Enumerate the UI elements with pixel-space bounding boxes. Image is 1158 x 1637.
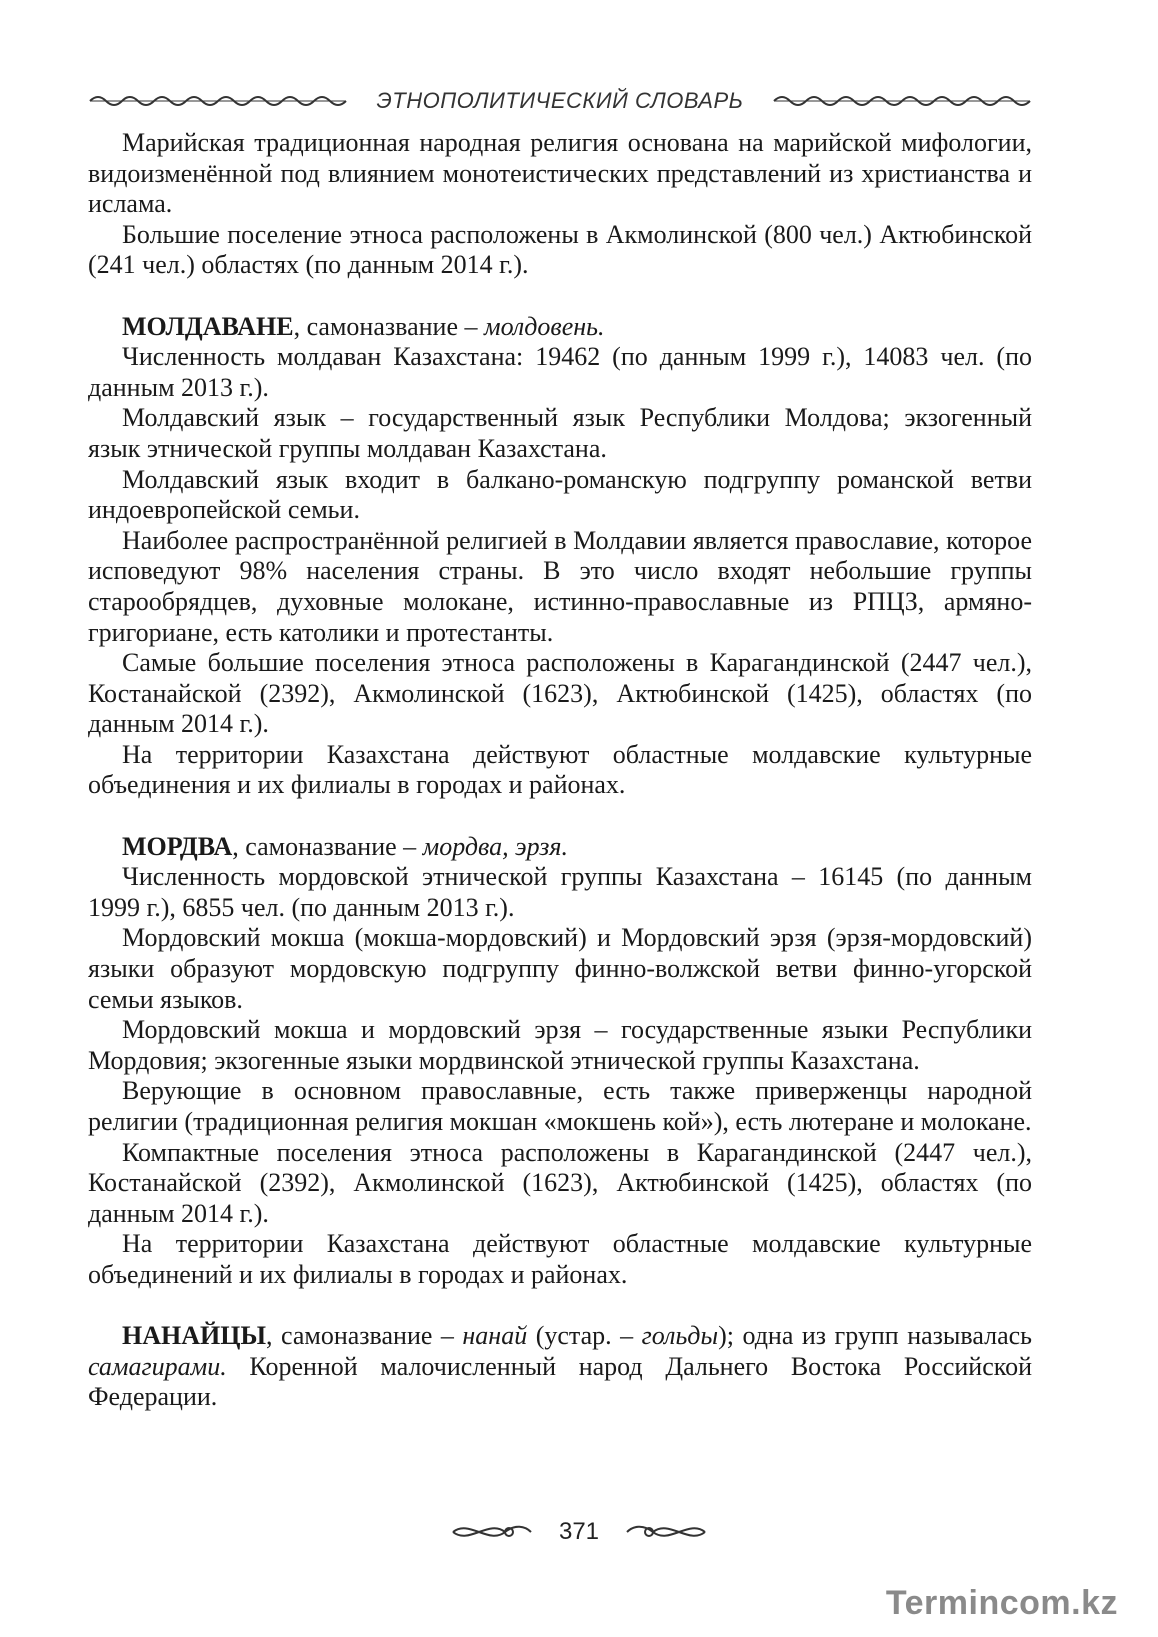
entry-mordva-self-prefix: , самоназвание – (232, 831, 423, 861)
entry-moldavane-name: МОЛДАВАНЕ (122, 311, 294, 341)
entry-nanaitsy-old-name: гольды (641, 1321, 719, 1351)
moldavane-paragraph-4: Наиболее распространённой религией в Молдавии является православие, которое исповедуют 98% населения страны. В это число входят небольшие группы старообрядцев, духовные молокане, истинно-православные из РПЦЗ, армяно-григориане, есть католики и протестанты. (88, 525, 1032, 647)
entry-mordva-self-name: мордва, эрзя. (422, 831, 569, 861)
entry-nanaitsy-mid1: (устар. – (527, 1321, 642, 1351)
entry-mordva-title (88, 832, 1032, 863)
watermark-logo: Termincom.kz (885, 1584, 1118, 1622)
moldavane-paragraph-3: Молдавский язык входит в балкано-романскую подгруппу романской ветви индоевропейской семьи. (88, 464, 1032, 525)
page-number: 371 (558, 1518, 600, 1545)
flourish-right-icon (623, 1521, 709, 1543)
page-content (88, 128, 1032, 1413)
entry-nanaitsy-name: НАНАЙЦЫ (122, 1321, 266, 1351)
flourish-left-icon (449, 1521, 535, 1543)
entry-mordva-name: МОРДВА (122, 831, 233, 861)
page-footer (0, 1512, 1158, 1552)
header-title: ЭТНОПОЛИТИЧЕСКИЙ СЛОВАРЬ (376, 88, 744, 113)
mordva-paragraph-5: Компактные поселения этноса расположены в Карагандинской (2447 чел.), Костанайской (2392), Акмолинской (1623), Актюбинской (1425), областях (по данным 2014 г.). (88, 1137, 1032, 1228)
entry-nanaitsy (88, 1321, 1032, 1413)
entry-nanaitsy-self-prefix: , самоназвание – (265, 1321, 463, 1351)
mordva-paragraph-1: Численность мордовской этнической группы Казахстана – 16145 (по данным 1999 г.), 6855 чел. (по данным 2013 г.). (88, 862, 1032, 922)
mordva-paragraph-2: Мордовский мокша (мокша-мордовский) и Мордовский эрзя (эрзя-мордовский) языки образуют мордовскую подгруппу финно-волжской ветви финно-угорской семьи языков. (88, 923, 1032, 1014)
moldavane-paragraph-6: На территории Казахстана действуют областные молдавские культурные объединения и их филиалы в городах и районах. (88, 739, 1032, 800)
entry-nanaitsy-group-name: самагирами. (88, 1351, 227, 1381)
moldavane-paragraph-5: Самые большие поселения этноса расположены в Карагандинской (2447 чел.), Костанайской (2392), Акмолинской (1623), Актюбинской (1425), областях (по данным 2014 г.). (88, 648, 1032, 739)
ornament-right-icon (772, 92, 1032, 110)
ornament-left-icon (88, 92, 348, 110)
entry-nanaitsy-rest: Коренной малочисленный народ Дальнего Востока Российской Федерации. (88, 1351, 1032, 1412)
entry-nanaitsy-mid2: ); одна из групп называлась (718, 1321, 1033, 1351)
intro-paragraph-2: Большие поселение этноса расположены в Акмолинской (800 чел.) Актюбинской (241 чел.) областях (по данным 2014 г.). (88, 219, 1032, 280)
entry-moldavane-self-prefix: , самоназвание – (293, 311, 484, 341)
mordva-paragraph-6: На территории Казахстана действуют областные молдавские культурные объединений и их филиалы в городах и районах. (88, 1229, 1032, 1289)
running-header (88, 86, 1032, 116)
mordva-paragraph-3: Мордовский мокша и мордовский эрзя – государственные языки Республики Мордовия; экзогенные языки мордвинской этнической группы Казахстана. (88, 1015, 1032, 1075)
intro-paragraph-1: Марийская традиционная народная религия основана на марийской мифологии, видоизменённой под влиянием монотеистических представлений из христианства и ислама. (88, 128, 1032, 219)
moldavane-paragraph-1: Численность молдаван Казахстана: 19462 (по данным 1999 г.), 14083 чел. (по данным 2013 г.). (88, 342, 1032, 402)
mordva-paragraph-4: Верующие в основном православные, есть также приверженцы народной религии (традиционная религия мокшан «мокшень кой»), есть лютеране и молокане. (88, 1076, 1032, 1136)
moldavane-paragraph-2: Молдавский язык – государственный язык Республики Молдова; экзогенный язык этнической группы молдаван Казахстана. (88, 403, 1032, 463)
entry-moldavane-title (88, 312, 1032, 343)
entry-moldavane-self-name: молдовень. (483, 311, 605, 341)
entry-nanaitsy-self-name: нанай (462, 1321, 528, 1351)
